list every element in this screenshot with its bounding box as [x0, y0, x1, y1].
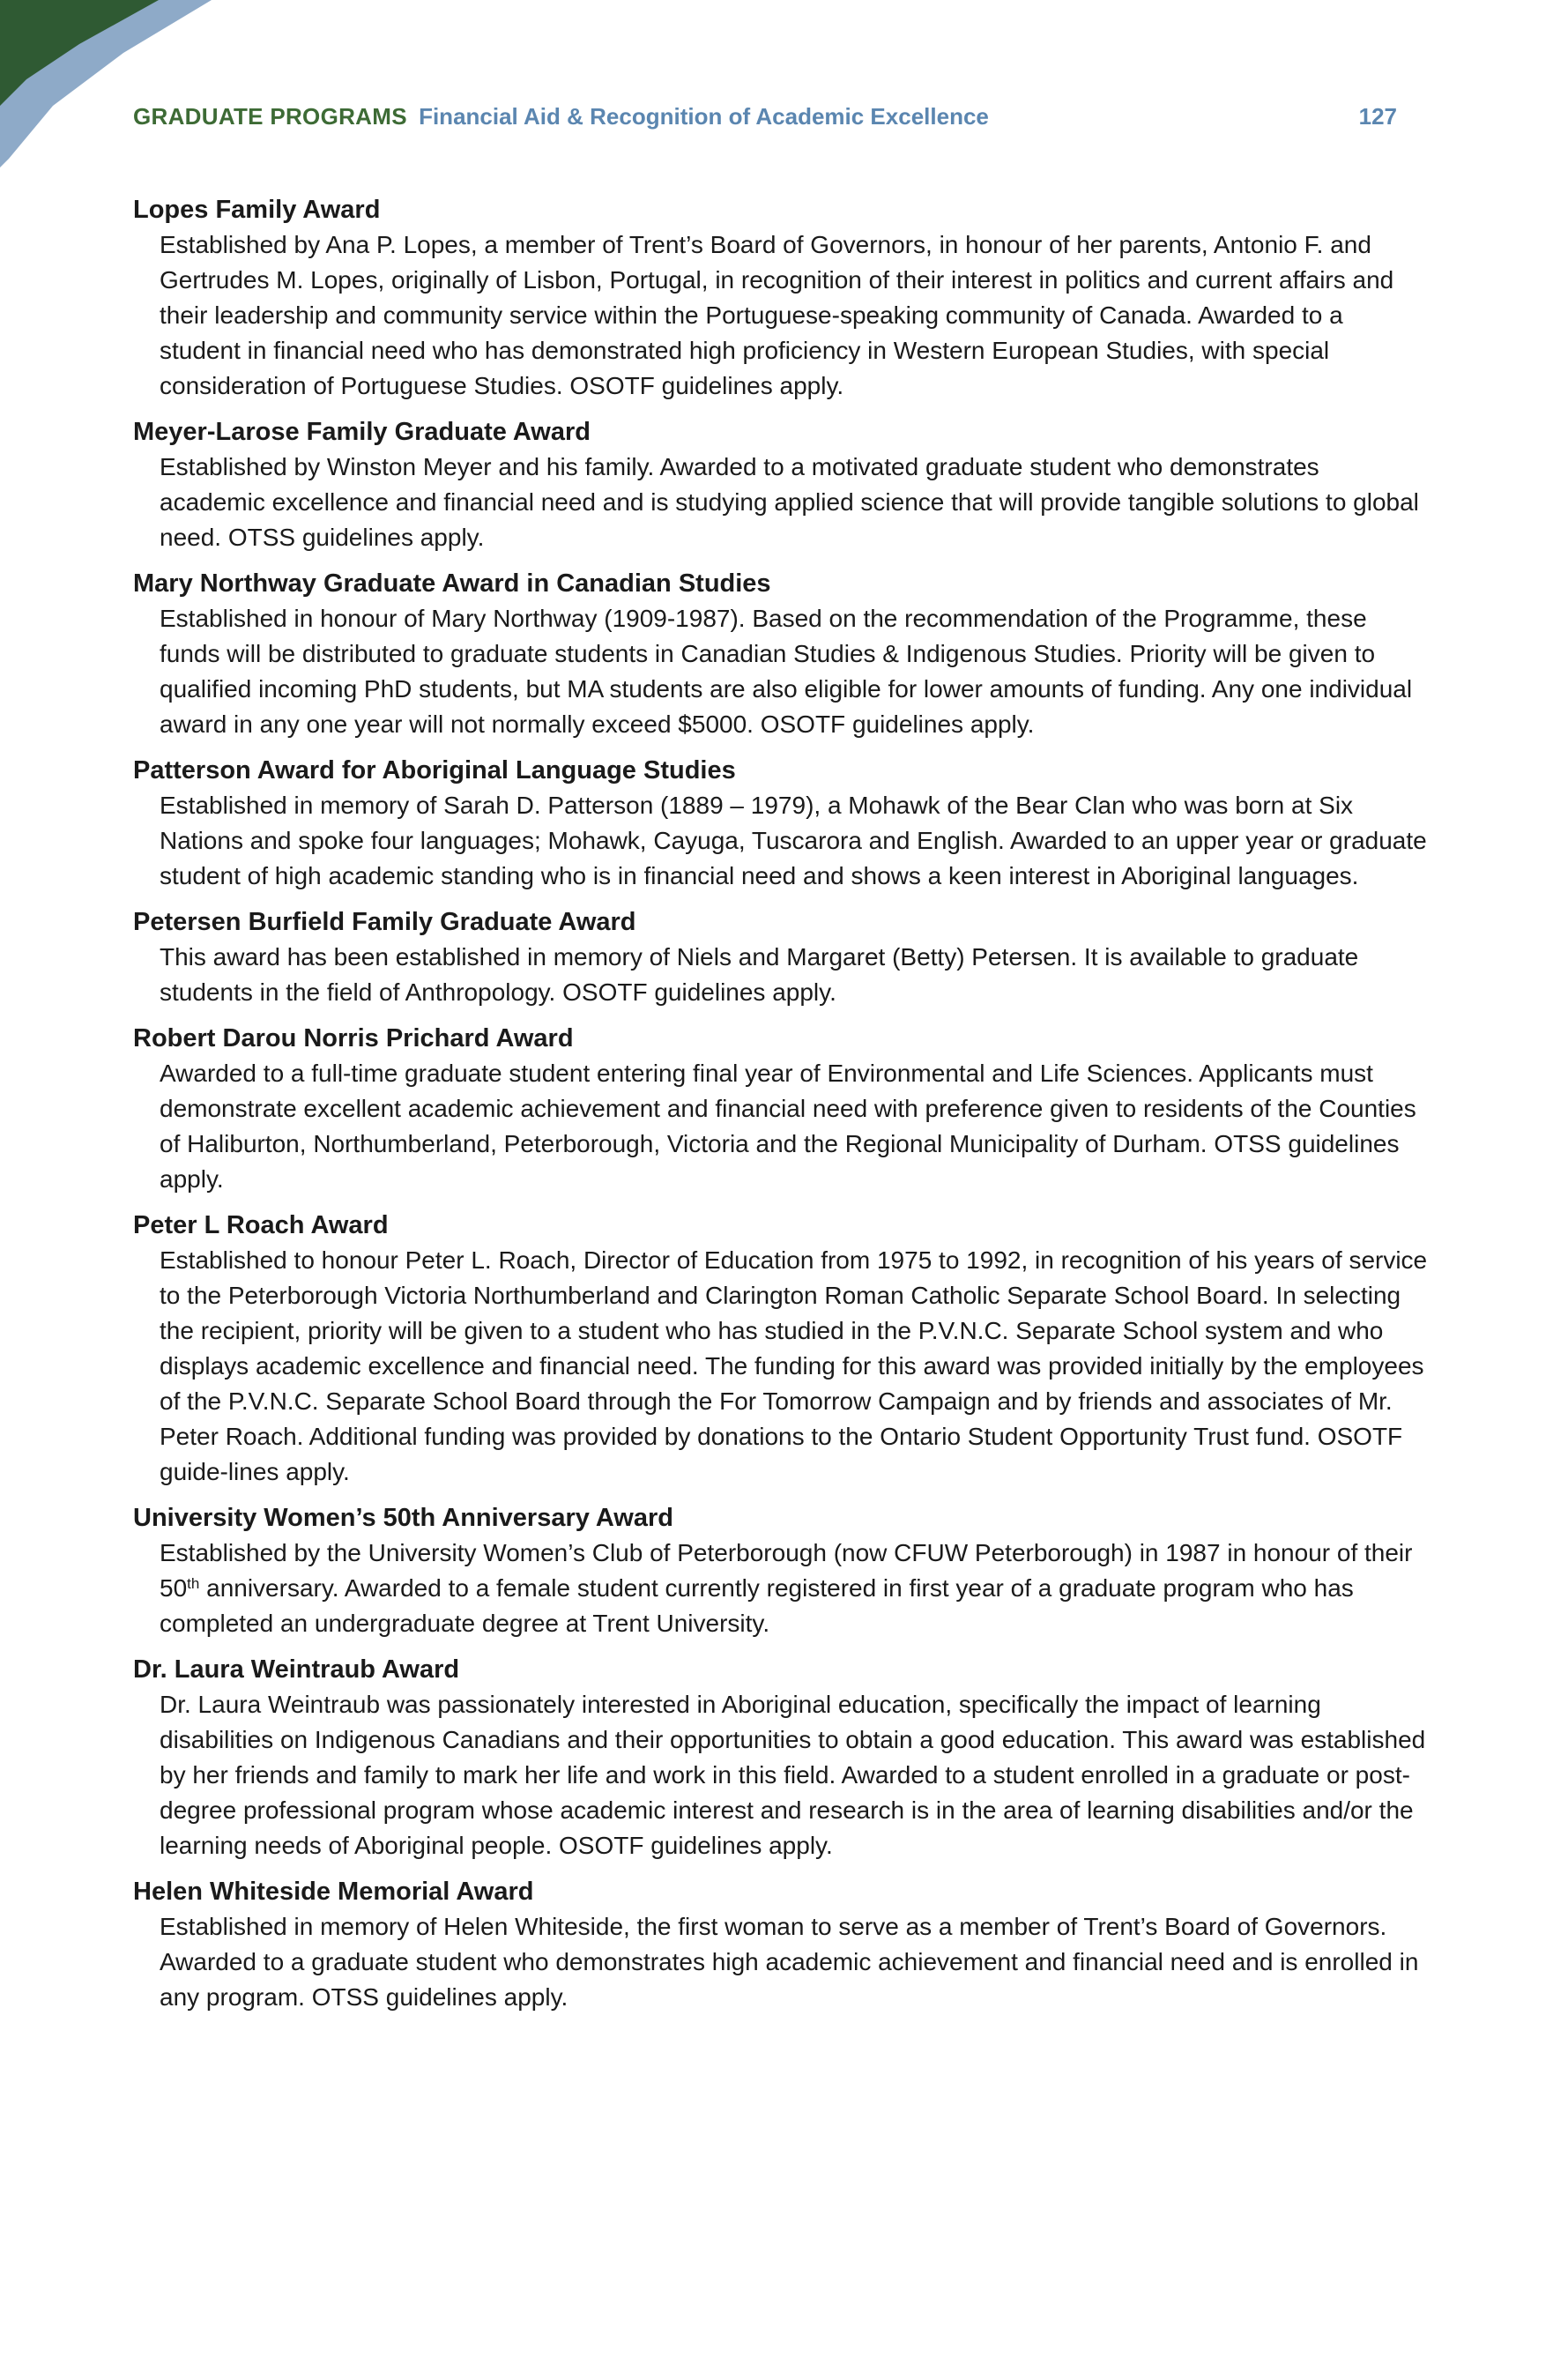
award-entry — [133, 566, 1429, 742]
award-description: Established in honour of Mary Northway (1909-1987). Based on the recommendation of the Programme, these funds will be distributed to graduate students in Canadian Studies & Indigenous Studies. Priority will be given to qualified incoming PhD students, but MA students are also eligible for lower amounts of funding. Any one individual award in any one year will not normally exceed $5000. OSOTF guidelines apply. — [160, 605, 1413, 738]
award-entry — [133, 192, 1429, 404]
award-entry — [133, 1500, 1429, 1641]
award-entry — [133, 414, 1429, 555]
award-entry — [133, 904, 1429, 1010]
award-title: University Women’s 50th Anniversary Award — [133, 1504, 673, 1532]
running-header — [133, 99, 1397, 134]
award-description: Dr. Laura Weintraub was passionately interested in Aboriginal education, specifically the impact of learning disabilities on Indigenous Canadians and their opportunities to obtain a good education. This award was established by her friends and family to mark her life and work in this field. Awarded to a student enrolled in a graduate or post-degree professional program whose academic interest and research is in the area of learning disabilities and/or the learning needs of Aboriginal people. OSOTF guidelines apply. — [160, 1691, 1426, 1859]
header-section-title: GRADUATE PROGRAMS — [133, 103, 407, 130]
award-entry — [133, 753, 1429, 894]
award-title: Lopes Family Award — [133, 196, 381, 224]
award-description: Established in memory of Helen Whiteside, the first woman to serve as a member of Trent’s Board of Governors. Awarded to a graduate student who demonstrates high academic achievement and financial need and is enrolled in any program. OTSS guidelines apply. — [160, 1913, 1419, 2011]
award-title: Mary Northway Graduate Award in Canadian Studies — [133, 569, 771, 598]
award-title: Dr. Laura Weintraub Award — [133, 1655, 460, 1684]
award-description: Awarded to a full-time graduate student entering final year of Environmental and Life Sciences. Applicants must demonstrate excellent academic achievement and financial need with preference given to residents of the Counties of Haliburton, Northumberland, Peterborough, Victoria and the Regional Municipality of Durham. OTSS guidelines apply. — [160, 1060, 1416, 1193]
award-list — [133, 192, 1429, 2026]
award-description: This award has been established in memory of Niels and Margaret (Betty) Petersen. It is available to graduate students in the field of Anthropology. OSOTF guidelines apply. — [160, 943, 1359, 1006]
award-description: Established in memory of Sarah D. Patterson (1889 – 1979), a Mohawk of the Bear Clan who was born at Six Nations and spoke four languages; Mohawk, Cayuga, Tuscarora and English. Awarded to an upper year or graduate student of high academic standing who is in financial need and shows a keen interest in Aboriginal languages. — [160, 792, 1427, 889]
award-description: Established by Ana P. Lopes, a member of Trent’s Board of Governors, in honour of her parents, Antonio F. and Gertrudes M. Lopes, originally of Lisbon, Portugal, in recognition of their interest in politics and current affairs and their leadership and community service within the Portuguese-speaking community of Canada. Awarded to a student in financial need who has demonstrated high proficiency in Western European Studies, with special consideration of Portuguese Studies. OSOTF guidelines apply. — [160, 231, 1394, 399]
award-entry — [133, 1652, 1429, 1863]
award-title: Robert Darou Norris Prichard Award — [133, 1024, 574, 1052]
award-title: Patterson Award for Aboriginal Language Studies — [133, 756, 736, 785]
award-title: Peter L Roach Award — [133, 1211, 389, 1239]
award-title: Meyer-Larose Family Graduate Award — [133, 418, 591, 446]
award-title: Helen Whiteside Memorial Award — [133, 1878, 534, 1906]
award-entry — [133, 1874, 1429, 2015]
award-entry — [133, 1021, 1429, 1197]
award-entry — [133, 1208, 1429, 1490]
award-description-text: anniversary. Awarded to a female student currently registered in first year of a graduate program who has completed an undergraduate degree at Trent University. — [160, 1574, 1354, 1637]
ordinal-superscript: th — [187, 1575, 200, 1592]
award-description — [160, 1536, 1429, 1641]
award-description: Established by Winston Meyer and his family. Awarded to a motivated graduate student who demonstrates academic excellence and financial need and is studying applied science that will provide tangible solutions to global need. OTSS guidelines apply. — [160, 453, 1419, 551]
award-description: Established to honour Peter L. Roach, Director of Education from 1975 to 1992, in recognition of his years of service to the Peterborough Victoria Northumberland and Clarington Roman Catholic Separate School Board. In selecting the recipient, priority will be given to a student who has studied in the P.V.N.C. Separate School system and who displays academic excellence and financial need. The funding for this award was provided initially by the employees of the P.V.N.C. Separate School Board through the For Tomorrow Campaign and by friends and associates of Mr. Peter Roach. Additional funding was provided by donations to the Ontario Student Opportunity Trust fund. OSOTF guide-lines apply. — [160, 1246, 1428, 1485]
corner-decoration — [0, 0, 256, 167]
header-subtitle: Financial Aid & Recognition of Academic Excellence — [419, 103, 989, 130]
award-description-text: Established by the University Women’s Club of Peterborough (now CFUW Peterborough) in 1987 in honour of their 50 — [160, 1539, 1413, 1602]
award-title: Petersen Burfield Family Graduate Award — [133, 908, 636, 936]
page-number: 127 — [1358, 103, 1397, 130]
